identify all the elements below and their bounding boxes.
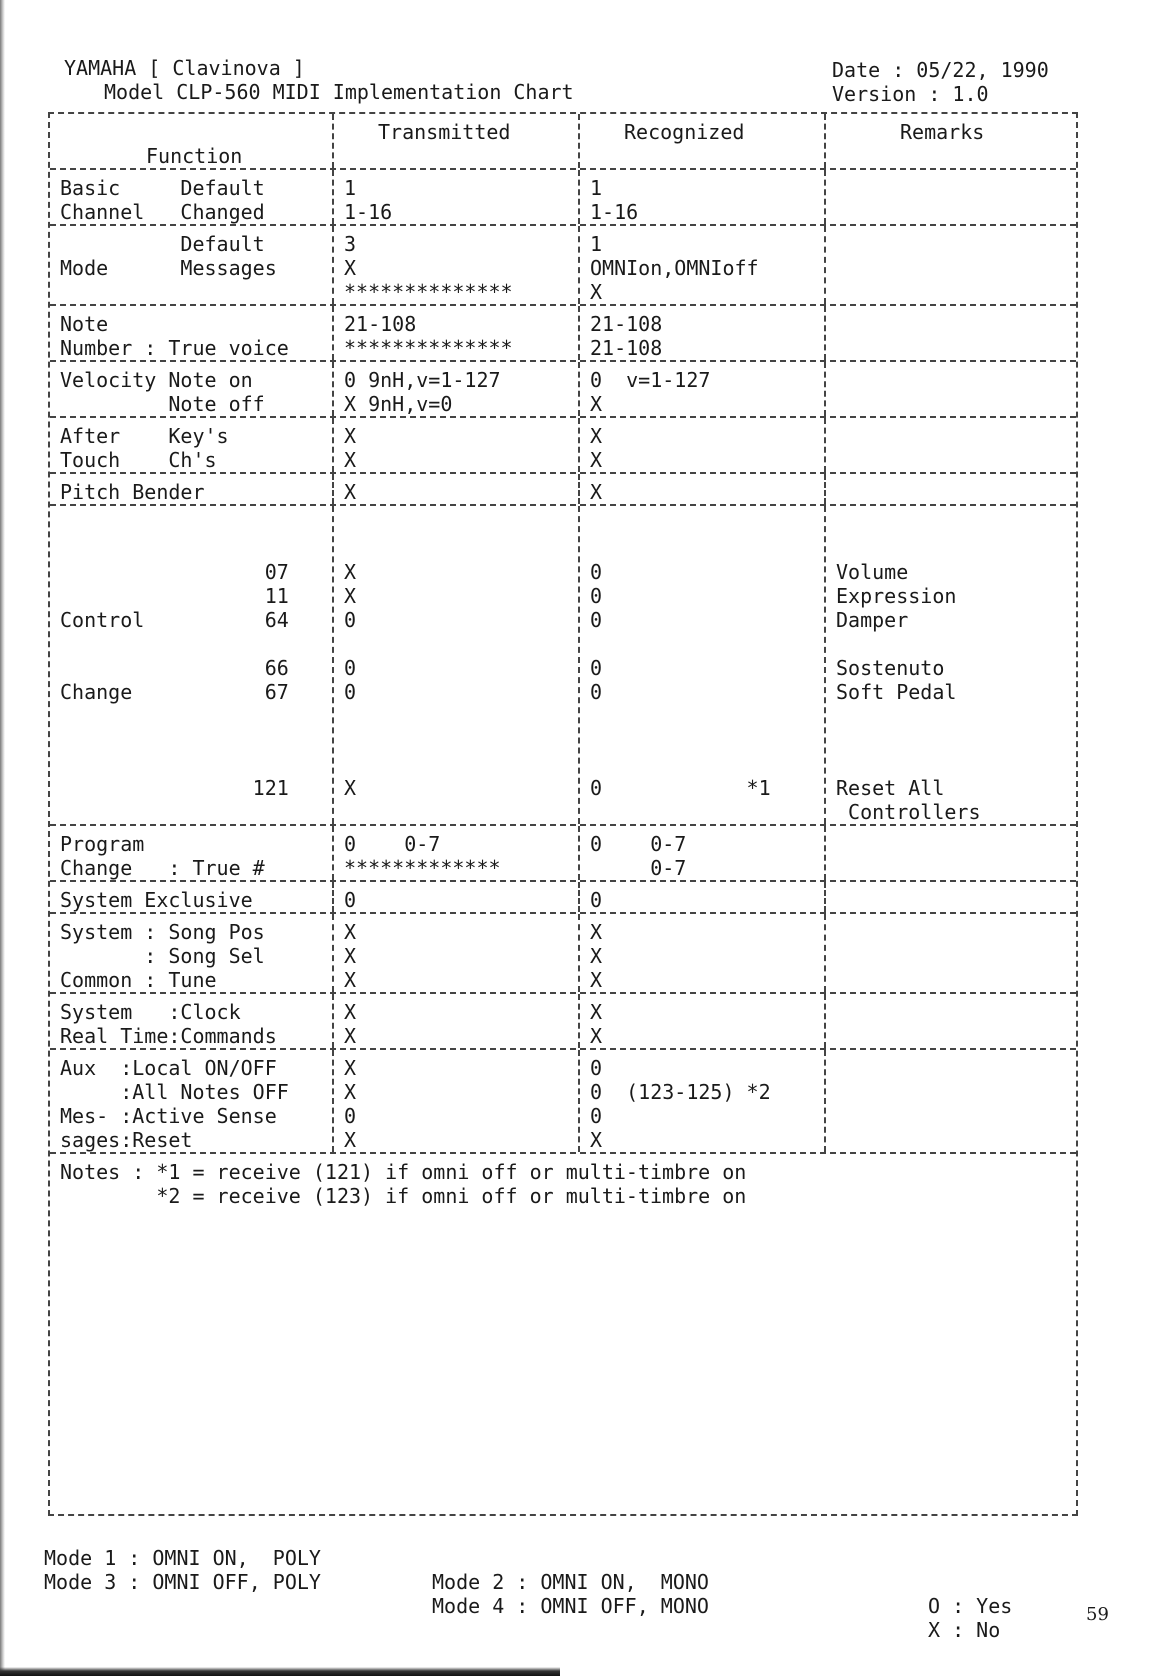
function-cell xyxy=(50,914,334,992)
page-edge-bottom xyxy=(0,1667,560,1676)
transmitted-line: X xyxy=(344,256,357,280)
transmitted-line: X xyxy=(344,944,357,968)
recognized-line: 0 v=1-127 xyxy=(590,368,711,392)
transmitted-line: X xyxy=(344,584,357,608)
page-number: 59 xyxy=(1086,1604,1109,1625)
transmitted-line xyxy=(344,512,568,536)
function-line: Real Time:Commands xyxy=(60,1024,277,1048)
row-group-basic-channel xyxy=(50,170,1076,226)
transmitted-line: 0 xyxy=(344,656,357,680)
recognized-line: X xyxy=(590,968,603,992)
transmitted-line xyxy=(344,632,568,656)
function-line: Mes- :Active Sense xyxy=(60,1104,277,1128)
function-line: Channel Changed xyxy=(60,200,265,224)
function-line: Default xyxy=(60,232,265,256)
recognized-line: 0 xyxy=(590,1104,603,1128)
function-cell xyxy=(50,362,334,416)
transmitted-line: 0 xyxy=(344,608,357,632)
function-line: sages:Reset xyxy=(60,1128,193,1152)
remarks-cell xyxy=(826,418,1076,472)
transmitted-cell xyxy=(334,1050,580,1152)
remarks-line xyxy=(836,336,1066,360)
transmitted-line: X xyxy=(344,1080,357,1104)
no-legend: X : No xyxy=(928,1618,1001,1642)
mode3-text: Mode 3 : OMNI OFF, POLY xyxy=(44,1570,321,1594)
note-line: Notes : *1 = receive (121) if omni off or multi-timbre on xyxy=(60,1160,747,1184)
function-line: 66 xyxy=(60,656,289,680)
recognized-line: 0 *1 xyxy=(590,776,771,800)
recognized-cell xyxy=(580,506,826,824)
function-line: System : Song Pos xyxy=(60,920,265,944)
remarks-line xyxy=(836,392,1066,416)
remarks-line xyxy=(836,968,1066,992)
recognized-line: 0 xyxy=(590,560,603,584)
row-group-mode xyxy=(50,226,1076,306)
transmitted-cell xyxy=(334,994,580,1048)
function-line: Mode Messages xyxy=(60,256,277,280)
transmitted-line: 0 xyxy=(344,1104,357,1128)
function-cell xyxy=(50,882,334,912)
function-cell xyxy=(50,474,334,504)
function-line xyxy=(60,512,322,536)
recognized-line: X xyxy=(590,392,603,416)
remarks-line xyxy=(836,832,1066,856)
transmitted-line xyxy=(344,536,568,560)
function-line: Velocity Note on xyxy=(60,368,253,392)
function-line: 11 xyxy=(60,584,289,608)
transmitted-line: ************** xyxy=(344,280,513,304)
remarks-line xyxy=(836,200,1066,224)
recognized-line: 21-108 xyxy=(590,336,663,360)
remarks-cell xyxy=(826,306,1076,360)
row-group-note-number xyxy=(50,306,1076,362)
recognized-line: X xyxy=(590,944,603,968)
remarks-header-cell xyxy=(826,114,1076,168)
function-line: Pitch Bender xyxy=(60,480,205,504)
remarks-line xyxy=(836,256,1066,280)
function-line: Note off xyxy=(60,392,265,416)
recognized-line: 1 xyxy=(590,232,603,256)
transmitted-line: X xyxy=(344,1024,357,1048)
mode1-text: Mode 1 : OMNI ON, POLY xyxy=(44,1546,321,1570)
recognized-line: X xyxy=(590,1128,603,1152)
transmitted-line: X xyxy=(344,448,357,472)
row-group-system-exclusive xyxy=(50,882,1076,914)
recognized-line xyxy=(590,800,814,824)
chart-title-model: Model CLP-560 MIDI Implementation Chart xyxy=(104,80,574,104)
transmitted-line xyxy=(344,704,568,728)
recognized-line xyxy=(590,632,814,656)
transmitted-cell xyxy=(334,170,580,224)
function-line: Common : Tune xyxy=(60,968,217,992)
function-line: System Exclusive xyxy=(60,888,253,912)
function-line: Number : True voice xyxy=(60,336,289,360)
transmitted-line: 0 9nH,v=1-127 xyxy=(344,368,501,392)
transmitted-line: X xyxy=(344,480,357,504)
row-group-control-change xyxy=(50,506,1076,826)
function-line: Note xyxy=(60,312,109,336)
transmitted-line: X xyxy=(344,920,357,944)
function-line xyxy=(60,752,322,776)
remarks-line xyxy=(836,232,1066,256)
remarks-line xyxy=(836,480,1066,504)
transmitted-line: X 9nH,v=0 xyxy=(344,392,453,416)
transmitted-cell xyxy=(334,826,580,880)
transmitted-line: ************* xyxy=(344,856,501,880)
transmitted-line: X xyxy=(344,560,357,584)
remarks-line xyxy=(836,944,1066,968)
recognized-cell xyxy=(580,418,826,472)
chart-header xyxy=(64,56,1104,108)
recognized-line: X xyxy=(590,480,603,504)
remarks-line xyxy=(836,888,1066,912)
recognized-line: X xyxy=(590,424,603,448)
recognized-cell xyxy=(580,826,826,880)
function-header: Function xyxy=(146,144,243,168)
remarks-line xyxy=(836,512,1066,536)
remarks-line: Reset All xyxy=(836,776,945,800)
remarks-line xyxy=(836,312,1066,336)
row-group-system-real-time xyxy=(50,994,1076,1050)
recognized-header: Recognized xyxy=(624,120,745,144)
function-line: System :Clock xyxy=(60,1000,241,1024)
notes-cell xyxy=(50,1154,1076,1280)
recognized-line: 0 (123-125) *2 xyxy=(590,1080,771,1104)
recognized-line xyxy=(590,752,814,776)
function-cell xyxy=(50,506,334,824)
notes-row xyxy=(50,1154,1076,1280)
transmitted-line: X xyxy=(344,424,357,448)
remarks-line xyxy=(836,368,1066,392)
recognized-cell xyxy=(580,362,826,416)
transmitted-line: 3 xyxy=(344,232,357,256)
transmitted-line: 1 xyxy=(344,176,357,200)
mode-legend xyxy=(44,1522,1064,1642)
transmitted-cell xyxy=(334,362,580,416)
transmitted-line: X xyxy=(344,1000,357,1024)
function-line xyxy=(60,632,322,656)
function-line xyxy=(60,280,322,304)
recognized-cell xyxy=(580,226,826,304)
recognized-line: 21-108 xyxy=(590,312,663,336)
function-line: Control 64 xyxy=(60,608,289,632)
recognized-line: X xyxy=(590,448,603,472)
recognized-line xyxy=(590,512,814,536)
note-line xyxy=(60,1256,1066,1280)
remarks-cell xyxy=(826,226,1076,304)
remarks-line xyxy=(836,752,1066,776)
recognized-cell xyxy=(580,914,826,992)
recognized-line: X xyxy=(590,1024,603,1048)
transmitted-line: X xyxy=(344,968,357,992)
function-cell xyxy=(50,306,334,360)
recognized-cell xyxy=(580,1050,826,1152)
recognized-line xyxy=(590,704,814,728)
transmitted-line xyxy=(344,752,568,776)
remarks-line xyxy=(836,536,1066,560)
recognized-line: X xyxy=(590,920,603,944)
remarks-line: Controllers xyxy=(836,800,981,824)
recognized-line: 0-7 xyxy=(590,856,687,880)
remarks-line xyxy=(836,728,1066,752)
transmitted-cell xyxy=(334,418,580,472)
function-cell xyxy=(50,418,334,472)
transmitted-line: X xyxy=(344,776,357,800)
remarks-line: Volume xyxy=(836,560,909,584)
recognized-cell xyxy=(580,306,826,360)
function-line xyxy=(60,800,322,824)
recognized-line: 0 xyxy=(590,888,603,912)
recognized-cell xyxy=(580,170,826,224)
recognized-line: 0 xyxy=(590,680,603,704)
recognized-header-cell xyxy=(580,114,826,168)
transmitted-cell xyxy=(334,882,580,912)
transmitted-line xyxy=(344,800,568,824)
remarks-line xyxy=(836,856,1066,880)
remarks-cell xyxy=(826,170,1076,224)
function-cell xyxy=(50,1050,334,1152)
row-group-velocity xyxy=(50,362,1076,418)
transmitted-line: X xyxy=(344,1128,357,1152)
chart-version: Version : 1.0 xyxy=(832,82,989,106)
recognized-line xyxy=(590,536,814,560)
recognized-cell xyxy=(580,474,826,504)
function-cell xyxy=(50,826,334,880)
recognized-cell xyxy=(580,882,826,912)
chart-title-brand: YAMAHA [ Clavinova ] xyxy=(64,56,305,80)
remarks-cell xyxy=(826,362,1076,416)
remarks-line: Sostenuto xyxy=(836,656,945,680)
remarks-line xyxy=(836,176,1066,200)
remarks-line xyxy=(836,1104,1066,1128)
transmitted-cell xyxy=(334,226,580,304)
remarks-line xyxy=(836,424,1066,448)
recognized-line: X xyxy=(590,1000,603,1024)
remarks-cell xyxy=(826,994,1076,1048)
remarks-line xyxy=(836,448,1066,472)
note-line xyxy=(60,1208,1066,1232)
function-line: :All Notes OFF xyxy=(60,1080,289,1104)
function-line xyxy=(60,728,322,752)
function-line: 07 xyxy=(60,560,289,584)
remarks-cell xyxy=(826,826,1076,880)
function-line xyxy=(60,536,322,560)
recognized-line: 0 xyxy=(590,656,603,680)
function-line: Touch Ch's xyxy=(60,448,217,472)
note-line xyxy=(60,1232,1066,1256)
column-header-row xyxy=(50,114,1076,170)
recognized-line: 1 xyxy=(590,176,603,200)
midi-implementation-table xyxy=(48,112,1078,1516)
transmitted-header: Transmitted xyxy=(378,120,511,144)
transmitted-cell xyxy=(334,306,580,360)
remarks-line xyxy=(836,280,1066,304)
transmitted-line: ************** xyxy=(344,336,513,360)
function-cell xyxy=(50,170,334,224)
transmitted-line: 0 xyxy=(344,680,357,704)
recognized-line: 0 0-7 xyxy=(590,832,687,856)
function-line: : Song Sel xyxy=(60,944,265,968)
transmitted-header-cell xyxy=(334,114,580,168)
mode2-text: Mode 2 : OMNI ON, MONO xyxy=(432,1570,709,1594)
transmitted-line: 0 xyxy=(344,888,357,912)
remarks-cell xyxy=(826,882,1076,912)
remarks-line: Soft Pedal xyxy=(836,680,957,704)
remarks-line: Damper xyxy=(836,608,909,632)
transmitted-line: 0 0-7 xyxy=(344,832,441,856)
row-group-pitch-bender xyxy=(50,474,1076,506)
function-line: 121 xyxy=(60,776,289,800)
transmitted-cell xyxy=(334,506,580,824)
transmitted-line xyxy=(344,728,568,752)
mode4-text: Mode 4 : OMNI OFF, MONO xyxy=(432,1594,709,1618)
remarks-line xyxy=(836,1000,1066,1024)
transmitted-line: 21-108 xyxy=(344,312,417,336)
recognized-line: OMNIon,OMNIoff xyxy=(590,256,759,280)
remarks-line xyxy=(836,1128,1066,1152)
row-group-system-common xyxy=(50,914,1076,994)
function-cell xyxy=(50,226,334,304)
function-cell xyxy=(50,994,334,1048)
note-line: *2 = receive (123) if omni off or multi-timbre on xyxy=(60,1184,747,1208)
recognized-cell xyxy=(580,994,826,1048)
remarks-line xyxy=(836,704,1066,728)
chart-date: Date : 05/22, 1990 xyxy=(832,58,1049,82)
transmitted-line: X xyxy=(344,1056,357,1080)
recognized-line xyxy=(590,728,814,752)
row-group-after-touch xyxy=(50,418,1076,474)
remarks-line xyxy=(836,1080,1066,1104)
row-group-program-change xyxy=(50,826,1076,882)
recognized-line: 0 xyxy=(590,584,603,608)
transmitted-line: 1-16 xyxy=(344,200,393,224)
recognized-line: 0 xyxy=(590,1056,603,1080)
function-line: After Key's xyxy=(60,424,229,448)
function-line: Aux :Local ON/OFF xyxy=(60,1056,277,1080)
remarks-line xyxy=(836,920,1066,944)
transmitted-cell xyxy=(334,914,580,992)
function-line: Program xyxy=(60,832,145,856)
recognized-line: 1-16 xyxy=(590,200,639,224)
remarks-line xyxy=(836,1056,1066,1080)
remarks-line xyxy=(836,632,1066,656)
function-line xyxy=(60,704,322,728)
row-group-aux-messages xyxy=(50,1050,1076,1154)
function-line: Basic Default xyxy=(60,176,265,200)
remarks-cell xyxy=(826,474,1076,504)
function-header-cell xyxy=(50,114,334,168)
remarks-cell xyxy=(826,1050,1076,1152)
function-line: Change : True # xyxy=(60,856,265,880)
remarks-cell xyxy=(826,914,1076,992)
remarks-header: Remarks xyxy=(900,120,985,144)
recognized-line: X xyxy=(590,280,603,304)
recognized-line: 0 xyxy=(590,608,603,632)
remarks-line xyxy=(836,1024,1066,1048)
function-line: Change 67 xyxy=(60,680,289,704)
transmitted-cell xyxy=(334,474,580,504)
remarks-cell xyxy=(826,506,1076,824)
remarks-line: Expression xyxy=(836,584,957,608)
page-edge-left xyxy=(0,0,5,1676)
yes-legend: O : Yes xyxy=(928,1594,1013,1618)
